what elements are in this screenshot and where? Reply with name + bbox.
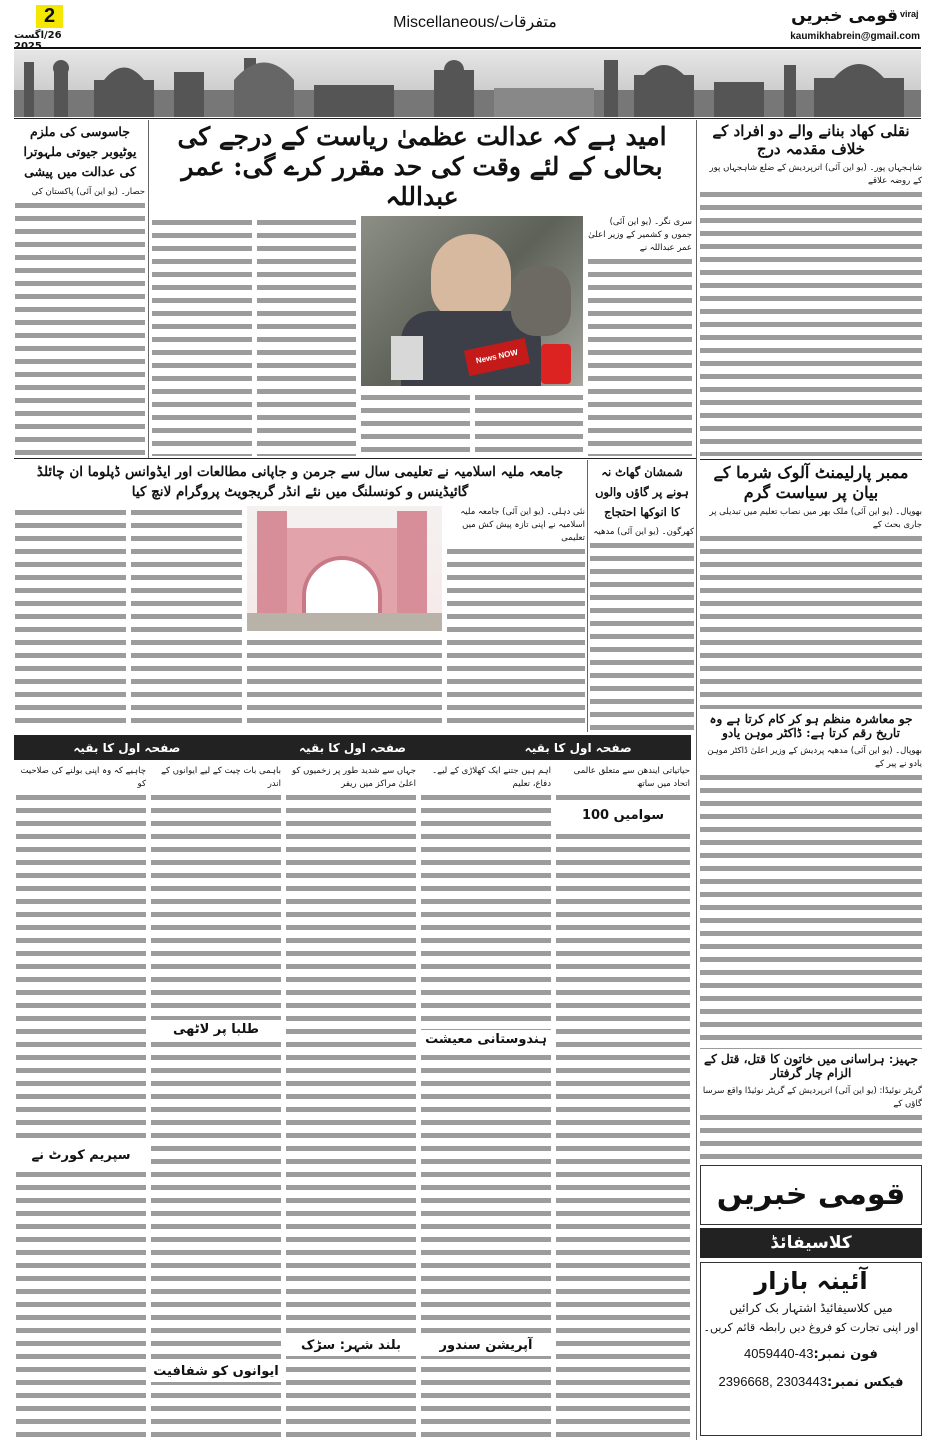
phone-label: فون نمبر:	[813, 1346, 878, 1362]
header-rule	[14, 47, 921, 49]
mp-story-headline: ممبر پارلیمنٹ آلوک شرما کے بیان پر سیاست گرم	[700, 463, 922, 505]
jamia-col3	[131, 506, 242, 730]
yadav-story-headline: جو معاشرہ منظم ہو کر کام کرتا ہے وہ تاریخ رقم کرتا ہے: ڈاکٹر موہن یادو	[700, 709, 922, 745]
continued-col3: جہاں سے شدید طور پر زخمیوں کو اعلیٰ مراکز میں ریفر	[286, 765, 416, 1440]
phone-number: 4059440-43	[744, 1345, 814, 1361]
contact-email: kaumikhabrein@gmail.com	[790, 31, 920, 42]
main-story-col5	[152, 216, 252, 456]
continued-band	[14, 735, 691, 760]
jamia-story	[15, 462, 585, 730]
continued-label: صفحہ اول کا بقیہ	[299, 740, 407, 755]
main-headline: امید ہے کہ عدالت عظمیٰ ریاست کے درجے کی بحالی کے لئے وقت کی حد مقرر کرے گی: عمر عبداللہ	[152, 122, 692, 216]
ad-line2: اور اپنی تجارت کو فروغ دیں رابطہ قائم کریں۔	[703, 1320, 919, 1334]
fax-label: فیکس نمبر:	[826, 1374, 904, 1390]
subhead: ایوانوں کو شفافیت	[151, 1362, 281, 1382]
shamshan-body: کھرگون۔ (یو این آئی) مدھیہ	[590, 526, 694, 730]
continued-label: صفحہ اول کا بقیہ	[524, 740, 632, 755]
masthead-logo: قومی خبریں	[791, 6, 898, 26]
ad-logo: قومی خبریں	[700, 1165, 922, 1225]
right-story-body: شاہجہاں پور۔ (یو این آئی) اترپردیش کے ضلع شاہجہاں پور کے روضہ علاقے	[700, 162, 922, 456]
continued-col2: اہم ہیں جتنے ایک کھلاڑی کے لیے۔ دفاع، تعلیم	[421, 765, 551, 1440]
continued-col4: باہمی بات چیت کے لیے ایوانوں کے اندر	[151, 765, 281, 1440]
main-story-col4	[257, 216, 357, 456]
jamia-headline: جامعہ ملیہ اسلامیہ نے تعلیمی سال سے جرمن و جاپانی مطالعات اور ایڈوانس ڈپلوما ان چائلڈ گائیڈینس و کونسلنگ میں نئے انڈر گریجویٹ پروگرام لانچ کیا	[15, 462, 585, 506]
main-story-col1: سری نگر۔ (یو این آئی) جموں و کشمیر کے وزیر اعلیٰ عمر عبداللہ نے	[588, 216, 692, 456]
shamshan-headline: شمشان گھاٹ نہ ہونے پر گاؤں والوں کا انوکھا احتجاج	[590, 462, 694, 526]
continued-col5: چاہیے کہ وہ اپنی بولنے کی صلاحیت کو	[16, 765, 146, 1440]
mp-story-body: بھوپال۔ (یو این آئی) ملک بھر میں نصاب تعلیم میں تبدیلی پر جاری بحث کے	[700, 506, 922, 709]
main-story-col3	[361, 391, 470, 456]
ad-band: کلاسیفائڈ	[700, 1228, 922, 1258]
yadav-story-body: بھوپال۔ (یو این آئی) مدھیہ پردیش کے وزیر اعلیٰ ڈاکٹر موہن یادو نے پیر کے	[700, 745, 922, 1050]
main-story	[152, 122, 692, 456]
left-story-headline: جاسوسی کی ملزم یوٹیوبر جیوتی ملہوترا کی عدالت میں پیشی	[15, 122, 145, 186]
jamia-col4	[15, 506, 126, 730]
jamia-gate-photo	[247, 506, 442, 631]
section-title: Miscellaneous/متفرقات	[393, 14, 557, 31]
logo-mark: viraj	[900, 9, 919, 19]
subhead: سوامیں 100	[556, 806, 690, 826]
news-mic: News NOW	[464, 338, 530, 376]
right-column	[700, 122, 922, 1440]
subhead: سپریم کورٹ نے	[16, 1146, 146, 1166]
skyline-banner	[14, 50, 921, 117]
right-story-headline: نقلی کھاد بنانے والے دو افراد کے خلاف مقدمہ درج	[700, 122, 922, 162]
left-story	[15, 122, 145, 456]
jamia-col1: نئی دہلی۔ (یو این آئی) جامعہ ملیہ اسلامیہ نے اپنی تازہ پیش کش میں تعلیمی	[447, 506, 585, 730]
subhead: طلبا پر لاٹھی	[151, 1020, 281, 1040]
subhead: بلند شہر: سڑک	[286, 1336, 416, 1356]
classified-ad	[700, 1165, 922, 1440]
fax-number: 2396668, 2303443	[718, 1373, 827, 1389]
omar-abdullah-photo	[361, 216, 583, 386]
ad-title: آئینہ بازار	[754, 1266, 868, 1295]
continued-label: صفحہ اول کا بقیہ	[73, 740, 181, 755]
shamshan-story	[590, 462, 694, 730]
left-story-body: حصار۔ (یو این آئی) پاکستان کی	[15, 186, 145, 456]
subhead: آپریشن سندور	[421, 1336, 551, 1356]
banner-rule	[14, 118, 921, 119]
page-number: 2	[36, 5, 63, 28]
subhead: ہندوستانی معیشت	[421, 1030, 551, 1050]
continued-col1: حیاتیاتی ایندھن سے متعلق عالمی اتحاد میں ساتھ	[556, 765, 690, 1440]
jahez-headline: جہیز: ہراسانی میں خاتون کا قتل، قتل کے الزام چار گرفتار	[700, 1049, 922, 1085]
jahez-body: گریٹر نوئیڈا: (یو این آئی) اترپردیش کے گریٹر نوئیڈا واقع سرسا گاؤں کے	[700, 1085, 922, 1161]
main-story-col2	[475, 391, 584, 456]
issue-date: 26/اگست	[14, 30, 62, 41]
jamia-col2	[247, 636, 442, 730]
ad-line1: میں کلاسیفائیڈ اشتہار بک کرائیں	[729, 1300, 893, 1315]
